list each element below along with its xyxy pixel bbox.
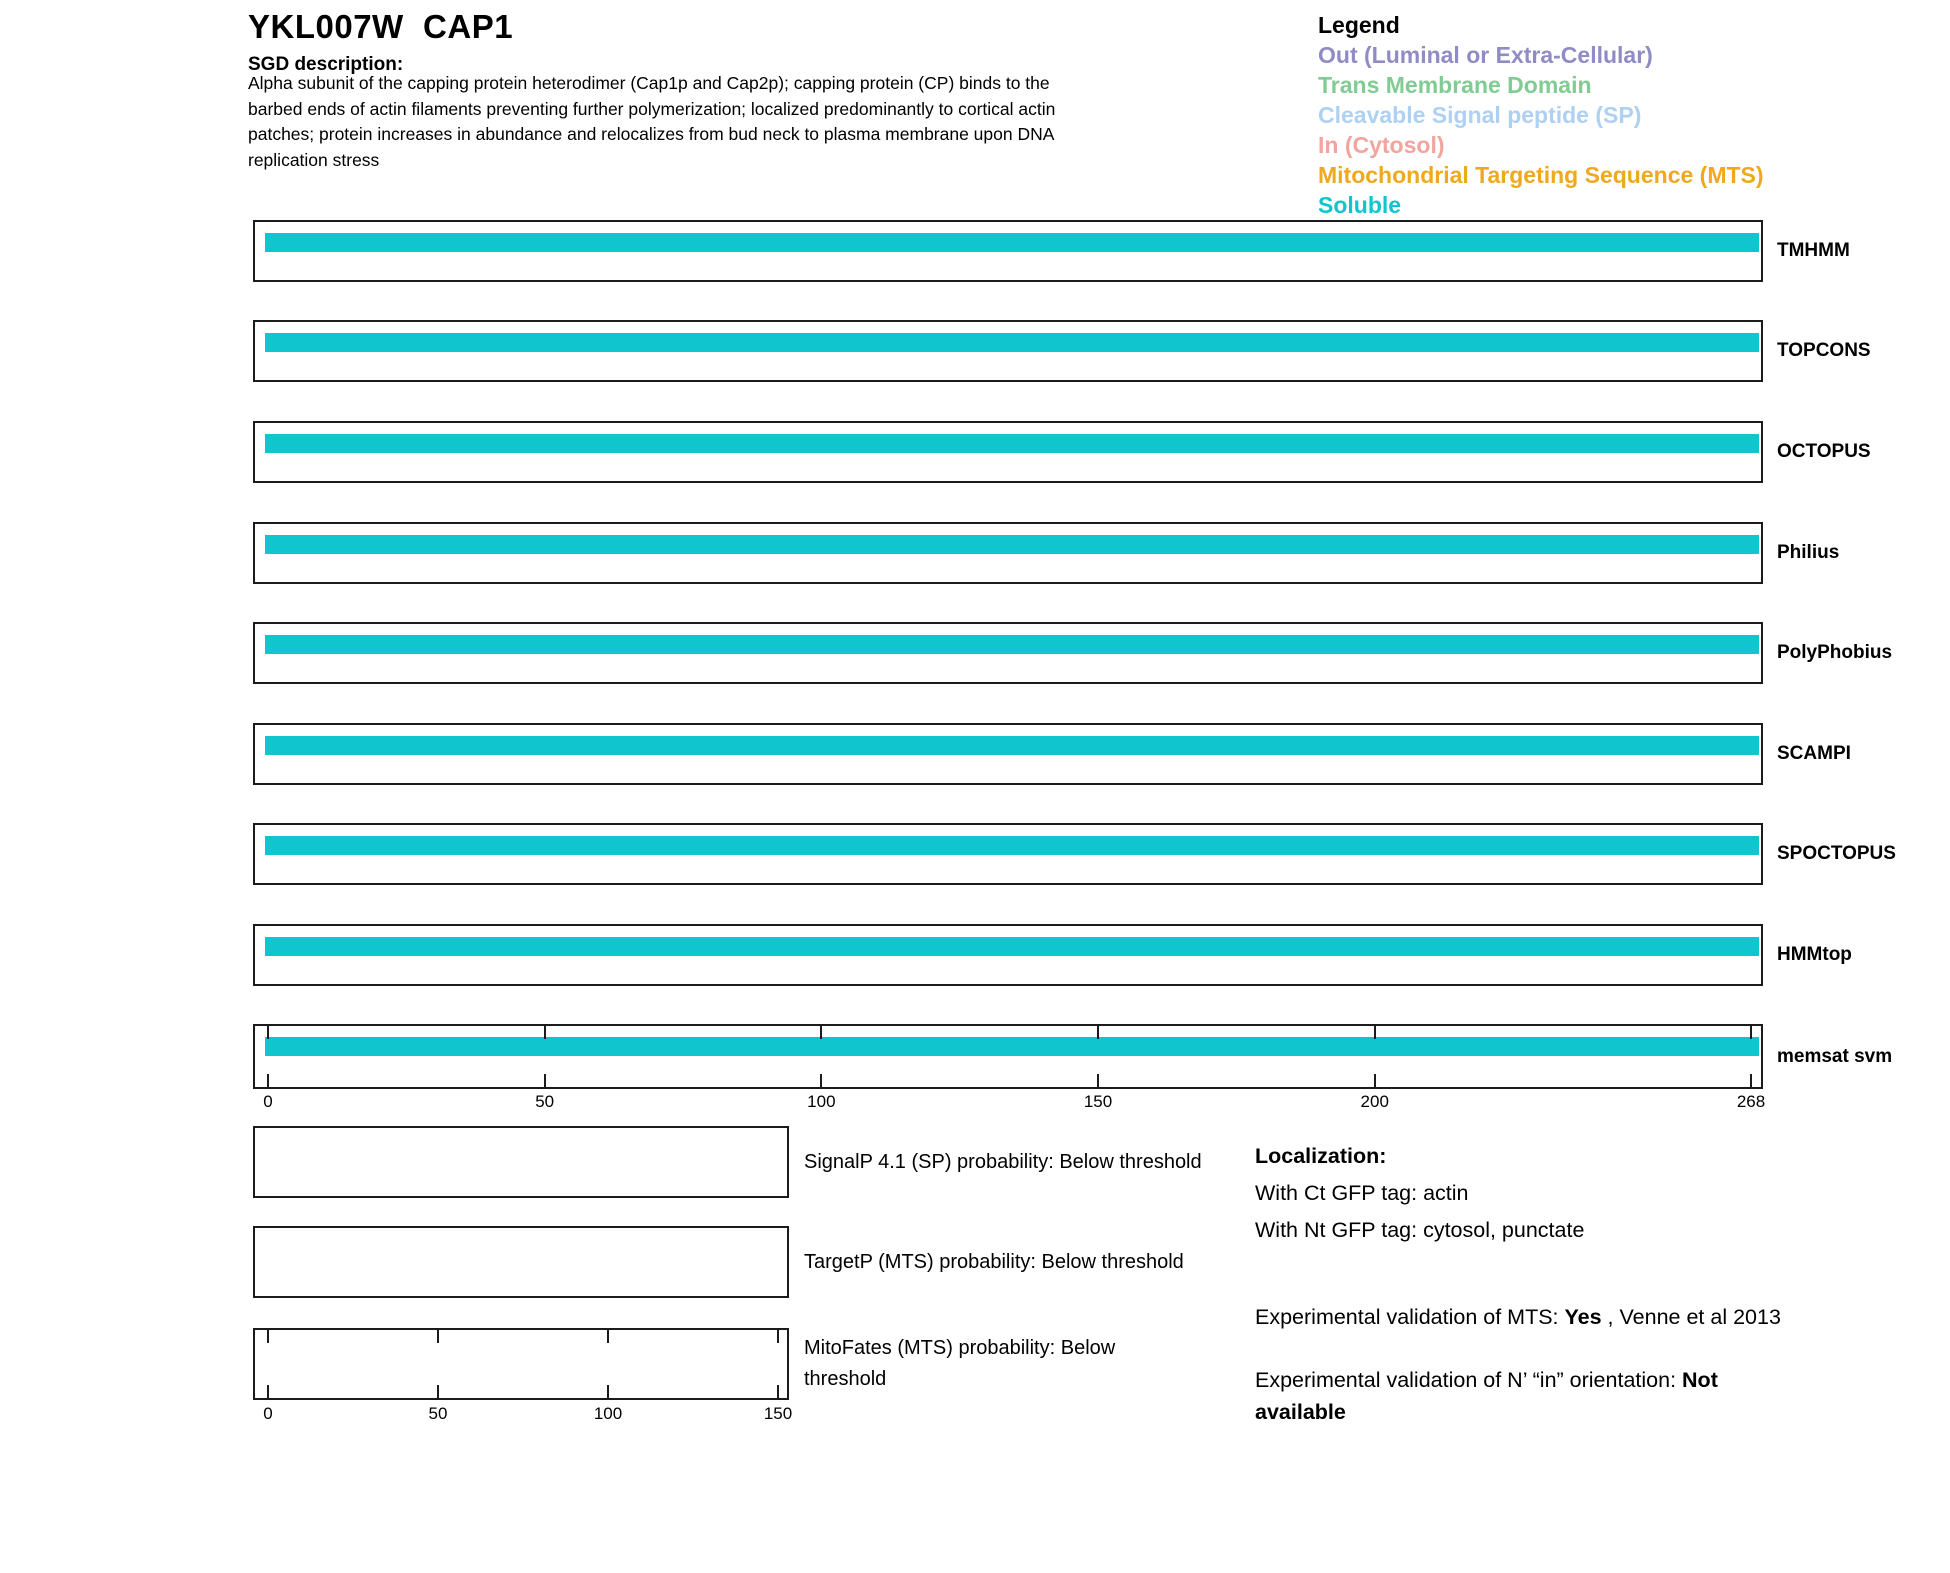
track-row [253,320,1871,382]
localization-nt-line: With Nt GFP tag: cytosol, punctate [1255,1218,1585,1242]
soluble-bar [265,333,1759,352]
page-title: YKL007W CAP1 [248,8,514,45]
soluble-bar [265,736,1759,755]
nterm-validation-prefix: Experimental validation of N’ “in” orientation: [1255,1368,1683,1392]
nterm-validation-line [1255,1365,1810,1428]
track-row [253,220,1850,282]
soluble-bar [265,937,1759,956]
axis-tick [607,1385,609,1398]
legend-entry: In (Cytosol) [1318,132,1445,158]
axis-tick-label: 268 [1736,1092,1766,1111]
track-box [253,1024,1763,1089]
axis-tick [437,1385,439,1398]
targetp-caption: TargetP (MTS) probability: Below threshold [804,1250,1184,1273]
axis-tick [437,1330,439,1343]
sgd-description-line: barbed ends of actin filaments preventing further polymerization; localized predominantly to cortical actin [248,98,1056,119]
legend-entry: Soluble [1318,192,1402,218]
axis-tick [777,1330,779,1343]
axis-tick-label: 200 [1360,1092,1389,1111]
mts-validation-line [1255,1302,1781,1334]
track-box [253,421,1763,483]
legend-entries [1318,40,1764,220]
axis-tick [1374,1026,1376,1039]
sgd-description-line: patches; protein increases in abundance and relocalizes from bud neck to plasma membrane upon DNA [248,124,1055,144]
legend [1318,10,1764,220]
track-row [253,421,1871,483]
sgd-description-line: replication stress [248,149,380,170]
track-label: Philius [1777,542,1840,563]
legend-entry: Mitochondrial Targeting Sequence (MTS) [1318,162,1764,188]
axis-tick [544,1074,546,1087]
legend-entry: Cleavable Signal peptide (SP) [1318,102,1642,128]
legend-entry: Out (Luminal or Extra-Cellular) [1318,42,1653,68]
axis-tick-label: 50 [535,1092,555,1111]
track-row [253,823,1896,885]
signalp-plot-box [253,1126,789,1198]
axis-tick-label: 0 [263,1404,273,1423]
axis-tick [1097,1074,1099,1087]
track-box [253,622,1763,684]
soluble-bar [265,233,1759,252]
soluble-bar [265,434,1759,453]
mts-validation-value: Yes [1564,1305,1602,1329]
track-box [253,723,1763,785]
axis-tick [1750,1026,1752,1039]
axis-tick [820,1074,822,1087]
axis-tick-label: 0 [263,1092,273,1111]
axis-tick-label: 150 [1083,1092,1113,1111]
track-box [253,320,1763,382]
nterm-validation-value: Not available [1255,1368,1718,1424]
signalp-caption: SignalP 4.1 (SP) probability: Below threshold [804,1150,1202,1173]
axis-tick [1750,1074,1752,1087]
axis-tick [267,1074,269,1087]
sgd-description-text [248,71,1055,173]
track-row [253,522,1840,584]
sgd-description-label: SGD description: [248,54,404,75]
axis-tick [1374,1074,1376,1087]
track-row [253,924,1852,986]
localization-block [1255,1138,1584,1249]
track-row [253,723,1851,785]
mitofates-caption: MitoFates (MTS) probability: Below threshold [804,1337,1116,1390]
track-box [253,522,1763,584]
soluble-bar [265,535,1759,554]
axis-tick [820,1026,822,1039]
track-box [253,823,1763,885]
axis-tick [607,1330,609,1343]
track-label: TMHMM [1777,240,1850,261]
track-row [253,622,1893,684]
soluble-bar [265,635,1759,654]
axis-tick [1097,1026,1099,1039]
mts-validation-prefix: Experimental validation of MTS: [1255,1305,1565,1329]
axis-tick-label: 50 [428,1404,448,1423]
axis-tick-label: 100 [593,1404,623,1423]
axis-tick [267,1026,269,1039]
axis-tick [544,1026,546,1039]
track-label: TOPCONS [1777,340,1871,361]
localization-ct-line: With Ct GFP tag: actin [1255,1181,1469,1205]
legend-entry: Trans Membrane Domain [1318,72,1592,98]
track-label: HMMtop [1777,944,1852,965]
track-label: SPOCTOPUS [1777,843,1896,864]
track-label: PolyPhobius [1777,642,1893,663]
sgd-description-line: Alpha subunit of the capping protein heterodimer (Cap1p and Cap2p); capping protein (CP) binds to the [248,73,1050,93]
axis-tick-label: 100 [807,1092,836,1111]
legend-title: Legend [1318,12,1400,38]
soluble-bar [265,1037,1759,1056]
axis-tick [267,1330,269,1343]
track-box [253,924,1763,986]
track-box [253,220,1763,282]
soluble-bar [265,836,1759,855]
localization-title: Localization: [1255,1144,1387,1168]
axis-tick-label: 150 [763,1404,793,1423]
axis-tick [267,1385,269,1398]
axis-tick [777,1385,779,1398]
track-row [253,1024,1893,1089]
mitofates-plot-box [253,1328,789,1400]
track-label: SCAMPI [1777,743,1851,764]
track-label: memsat svm [1777,1045,1893,1067]
targetp-plot-box [253,1226,789,1298]
track-label: OCTOPUS [1777,441,1871,462]
mts-validation-suffix: , Venne et al 2013 [1601,1305,1781,1329]
